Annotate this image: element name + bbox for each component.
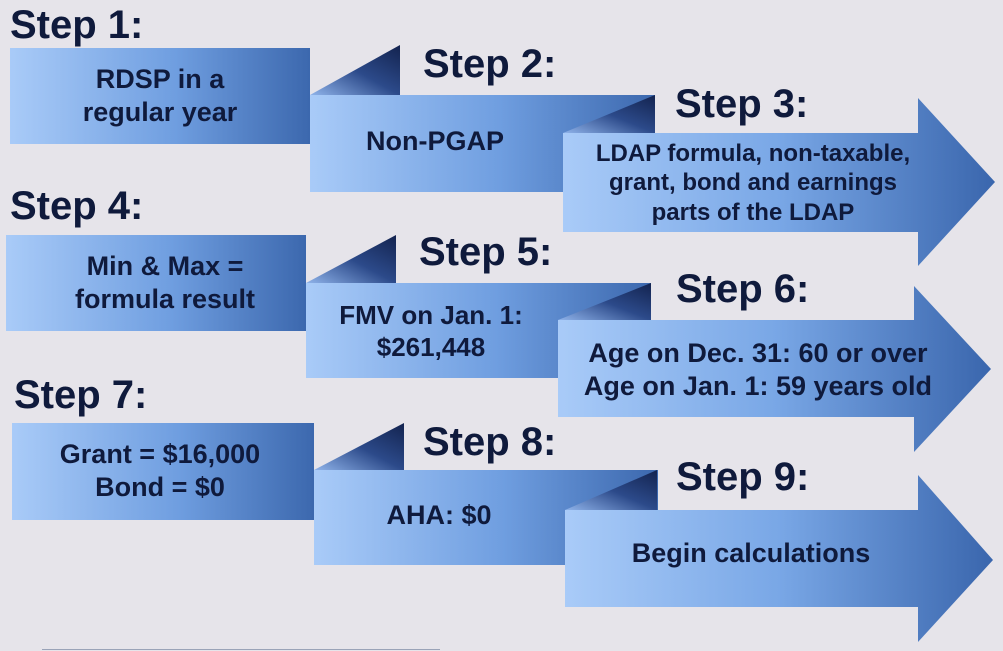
step-3-label: Step 3: <box>675 82 809 126</box>
step-2-label: Step 2: <box>423 42 557 86</box>
step-6-text: Age on Dec. 31: 60 or over Age on Jan. 1: 59 years old <box>583 338 933 401</box>
step-5-text: FMV on Jan. 1: $261,448 <box>339 300 523 362</box>
step-6-label: Step 6: <box>676 267 810 311</box>
step-7-label: Step 7: <box>14 373 148 417</box>
step-7-fold <box>314 423 404 470</box>
step-2-text: Non-PGAP <box>366 125 504 156</box>
step-8-label: Step 8: <box>423 420 557 464</box>
step-9-text: Begin calculations <box>631 537 871 568</box>
step-7-text: Grant = $16,000 Bond = $0 <box>59 439 261 502</box>
step-4-label: Step 4: <box>10 184 144 228</box>
step-3-text: LDAP formula, non-taxable, grant, bond and earnings parts of the LDAP <box>595 140 911 226</box>
bottom-divider <box>42 649 440 650</box>
step-9-label: Step 9: <box>676 455 810 499</box>
step-4-text: Min & Max = formula result <box>74 251 256 314</box>
step-1-text: RDSP in a regular year <box>82 64 238 127</box>
step-8-text: AHA: $0 <box>386 499 492 530</box>
step-1-fold <box>310 45 400 95</box>
step-5-label: Step 5: <box>419 230 553 274</box>
step-1-label: Step 1: <box>10 3 144 47</box>
